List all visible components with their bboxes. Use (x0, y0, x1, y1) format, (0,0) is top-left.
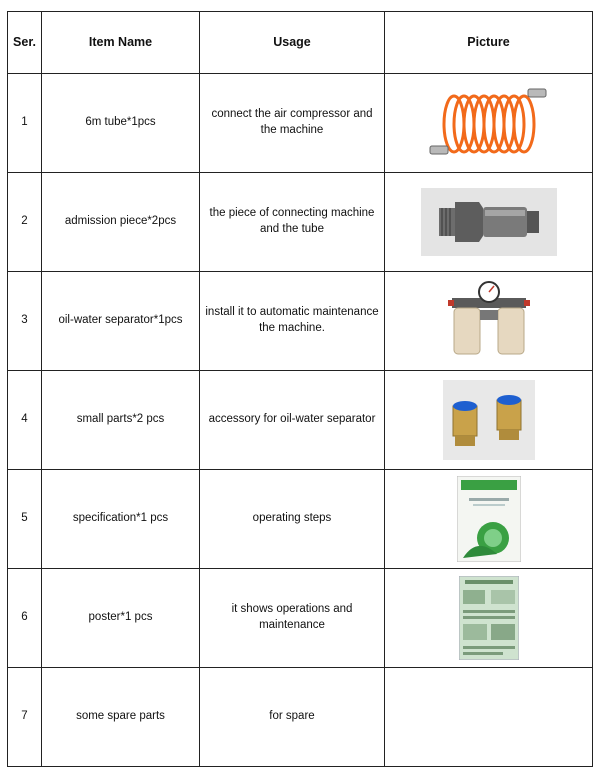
cell-ser: 7 (8, 668, 42, 767)
cell-usage (200, 173, 385, 272)
cell-item: 6m tube*1pcs (42, 74, 200, 173)
orange-coiled-air-hose-icon (424, 84, 554, 162)
cell-item: some spare parts (42, 668, 200, 767)
cell-ser: 4 (8, 371, 42, 470)
table-row (8, 74, 593, 173)
cell-ser: 6 (8, 569, 42, 668)
cell-picture (385, 371, 593, 470)
cell-item: admission piece*2pcs (42, 173, 200, 272)
header-item-name: Item Name (42, 12, 200, 74)
metal-connector-fitting-icon (421, 188, 557, 256)
usage-text: install it to automatic maintenance the machine. (205, 306, 379, 334)
usage-text: the piece of connecting machine and the tube (209, 207, 375, 235)
table-row (8, 173, 593, 272)
poster-icon (459, 576, 519, 660)
cell-item: specification*1 pcs (42, 470, 200, 569)
table-row (8, 470, 593, 569)
header-ser: Ser. (8, 12, 42, 74)
cell-item: oil-water separator*1pcs (42, 272, 200, 371)
cell-picture (385, 74, 593, 173)
table-row (8, 272, 593, 371)
cell-item: poster*1 pcs (42, 569, 200, 668)
cell-ser: 1 (8, 74, 42, 173)
cell-item: small parts*2 pcs (42, 371, 200, 470)
cell-ser: 3 (8, 272, 42, 371)
cell-ser: 2 (8, 173, 42, 272)
table-row (8, 668, 593, 767)
cell-ser: 5 (8, 470, 42, 569)
usage-text: for spare (269, 710, 315, 723)
table-row (8, 569, 593, 668)
oil-water-separator-icon (444, 280, 534, 362)
header-picture: Picture (385, 12, 593, 74)
cell-picture (385, 668, 593, 767)
push-fittings-icon (443, 380, 535, 460)
cell-usage (200, 668, 385, 767)
cell-usage (200, 470, 385, 569)
cell-picture (385, 173, 593, 272)
manual-booklet-icon (457, 476, 521, 562)
usage-text: connect the air compressor and the machine (211, 108, 373, 136)
cell-usage (200, 74, 385, 173)
cell-picture (385, 470, 593, 569)
header-row (8, 12, 593, 74)
cell-picture (385, 569, 593, 668)
cell-picture (385, 272, 593, 371)
usage-text: accessory for oil-water separator (208, 413, 376, 426)
header-usage: Usage (200, 12, 385, 74)
usage-text: operating steps (252, 512, 332, 525)
cell-usage (200, 371, 385, 470)
cell-usage (200, 569, 385, 668)
parts-list-table (7, 11, 593, 767)
cell-usage (200, 272, 385, 371)
usage-text: it shows operations and maintenance (231, 603, 353, 631)
table-row (8, 371, 593, 470)
